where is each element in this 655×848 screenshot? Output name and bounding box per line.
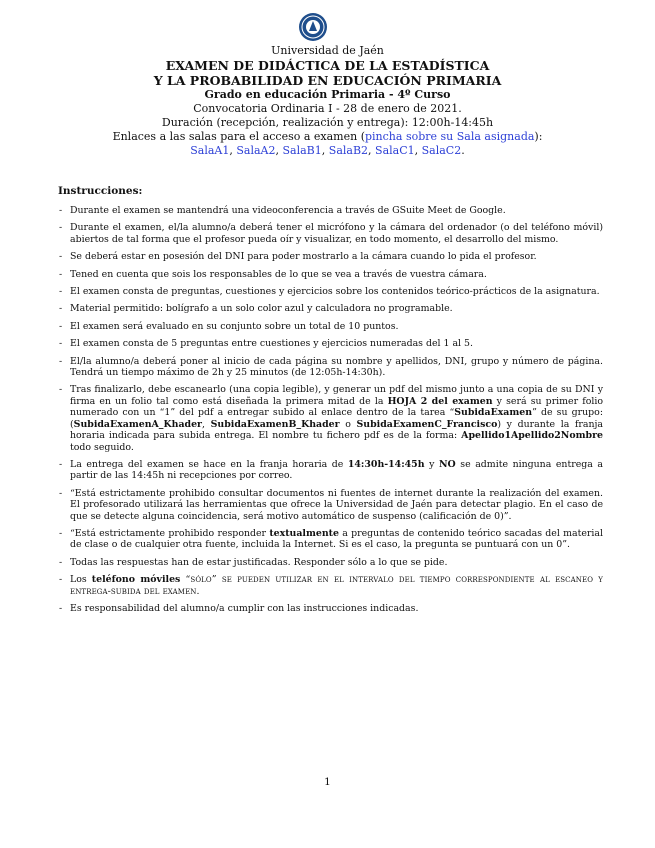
instruction-item: - Todas las respuestas han de estar justificadas. Responder sólo a lo que se pide. <box>58 557 603 568</box>
text-span: “Está estrictamente prohibido responder <box>70 527 270 539</box>
text-span: La entrega del examen se hace en la franja horaria de <box>70 458 348 470</box>
exam-title-line2: Y LA PROBABILIDAD EN EDUCACIÓN PRIMARIA <box>153 73 502 88</box>
small-caps-span: “sólo” se pueden utilizar en el intervalo del tiempo correspondiente al escaneo y entrega-subida del examen. <box>70 574 603 597</box>
bold-span: NO <box>438 458 456 470</box>
instruction-item: - El/la alumno/a deberá poner al inicio de cada página su nombre y apellidos, DNI, grupo y número de página. Tendrá un tiempo máximo de 2h y 25 minutos (de 12:05h-14:30h). <box>58 356 603 379</box>
instructions-heading: Instrucciones: <box>58 185 143 197</box>
instruction-item <box>58 384 603 452</box>
text-span: Los <box>70 574 92 586</box>
instruction-item <box>58 528 603 551</box>
sala-a2-link[interactable]: SalaA2 <box>236 144 276 157</box>
instruction-item: - El examen consta de preguntas, cuestiones y ejercicios sobre los contenidos teórico-prácticos de la asignatura. <box>58 286 603 297</box>
bold-span: SubidaExamen <box>454 407 533 419</box>
text-span: o <box>339 418 357 430</box>
bold-span: 14:30h-14:45h <box>347 458 425 470</box>
instruction-item: - Material permitido: bolígrafo a un solo color azul y calculadora no programable. <box>58 303 603 314</box>
bold-span: Apellido1Apellido2Nombre <box>461 430 603 442</box>
instruction-item: - El examen será evaluado en su conjunto sobre un total de 10 puntos. <box>58 321 603 332</box>
sala-c2-link[interactable]: SalaC2 <box>421 144 462 157</box>
instruction-item: - El examen consta de 5 preguntas entre cuestiones y ejercicios numeradas del 1 al 5. <box>58 338 603 349</box>
page-number: 1 <box>324 776 331 788</box>
convocatoria-line: Convocatoria Ordinaria I - 28 de enero de 2021. <box>193 102 462 115</box>
enlaces-prefix: Enlaces a las salas para el acceso a examen ( <box>112 130 365 143</box>
separator: , <box>321 144 329 157</box>
sala-b2-link[interactable]: SalaB2 <box>328 144 369 157</box>
instruction-item: - “Está estrictamente prohibido consultar documentos ni fuentes de internet durante la realización del examen. El profesorado utilizará las herramientas que ofrece la Universidad de Jaén para detectar plagio. En el caso de que se detecte alguna coincidencia, será motivo automático de suspenso (calificación de 0)”. <box>58 488 603 522</box>
instruction-item: - Tened en cuenta que sois los responsables de lo que se vea a través de vuestra cámara. <box>58 269 603 280</box>
end-period: . <box>461 144 465 157</box>
enlaces-suffix: ): <box>534 130 543 143</box>
separator: , <box>229 144 237 157</box>
instruction-item <box>58 459 603 482</box>
text-span: a preguntas de contenido teórico sacadas del material de clase o de cualquier otra fuente, incluida la Internet. Si es el caso, la pregunta se puntuará con un 0”. <box>70 527 603 551</box>
text-span: ” de su grupo: ( <box>70 407 603 430</box>
instruction-item <box>58 574 603 597</box>
bold-span: SubidaExamenB_Khader <box>210 418 340 430</box>
text-span: Tras finalizarlo, debe escanearlo (una copia legible), y generar un pdf del mismo junto a una copia de su DNI y firma en un folio tal como está diseñada la primera mitad de la <box>70 384 603 407</box>
sala-assigned-link[interactable]: pincha sobre su Sala asignada <box>365 130 535 143</box>
separator: , <box>368 144 376 157</box>
enlaces-line <box>40 130 615 144</box>
university-seal-icon <box>298 12 328 42</box>
bold-span: SubidaExamenA_Khader <box>73 418 202 430</box>
instruction-item: - Durante el examen, el/la alumno/a deberá tener el micrófono y la cámara del ordenador (o del teléfono móvil) abiertos de tal forma que el profesor pueda oír y visualizar, en todo momento, el desarrollo del mismo. <box>58 222 603 245</box>
grado-line: Grado en educación Primaria - 4º Curso <box>204 88 451 101</box>
text-span: y será su primer folio numerado con un “1” del pdf a entregar subido al enlace dentro de la tarea “ <box>70 395 603 419</box>
instruction-item: - Es responsabilidad del alumno/a cumplir con las instrucciones indicadas. <box>58 603 603 614</box>
sala-a1-link[interactable]: SalaA1 <box>190 144 230 157</box>
bold-span: HOJA 2 del examen <box>387 395 493 407</box>
text-span: ) y durante la franja horaria indicada para subida entrega. El nombre tu fichero pdf es de la forma: <box>70 418 604 442</box>
bold-span: textualmente <box>269 527 339 539</box>
text-span: se admite ninguna entrega a partir de las 14:45h ni recepciones por correo. <box>70 458 604 482</box>
sala-c1-link[interactable]: SalaC1 <box>375 144 415 157</box>
exam-title-line1: EXAMEN DE DIDÁCTICA DE LA ESTADÍSTICA <box>165 58 490 73</box>
text-span: todo seguido. <box>70 441 134 453</box>
instructions-list <box>58 205 603 620</box>
bold-span: teléfono móviles <box>91 574 181 586</box>
salas-line <box>40 144 615 158</box>
university-name: Universidad de Jaén <box>271 44 384 57</box>
text-span: y <box>424 458 439 470</box>
instruction-item: - Durante el examen se mantendrá una videoconferencia a través de GSuite Meet de Google. <box>58 205 603 216</box>
sala-b1-link[interactable]: SalaB1 <box>282 144 322 157</box>
duracion-line: Duración (recepción, realización y entrega): 12:00h-14:45h <box>161 116 494 129</box>
bold-span: SubidaExamenC_Francisco <box>356 418 498 430</box>
instruction-item: - Se deberá estar en posesión del DNI para poder mostrarlo a la cámara cuando lo pida el profesor. <box>58 251 603 262</box>
text-span: , <box>201 418 211 430</box>
separator: , <box>275 144 283 157</box>
exam-header <box>40 44 615 158</box>
separator: , <box>414 144 422 157</box>
